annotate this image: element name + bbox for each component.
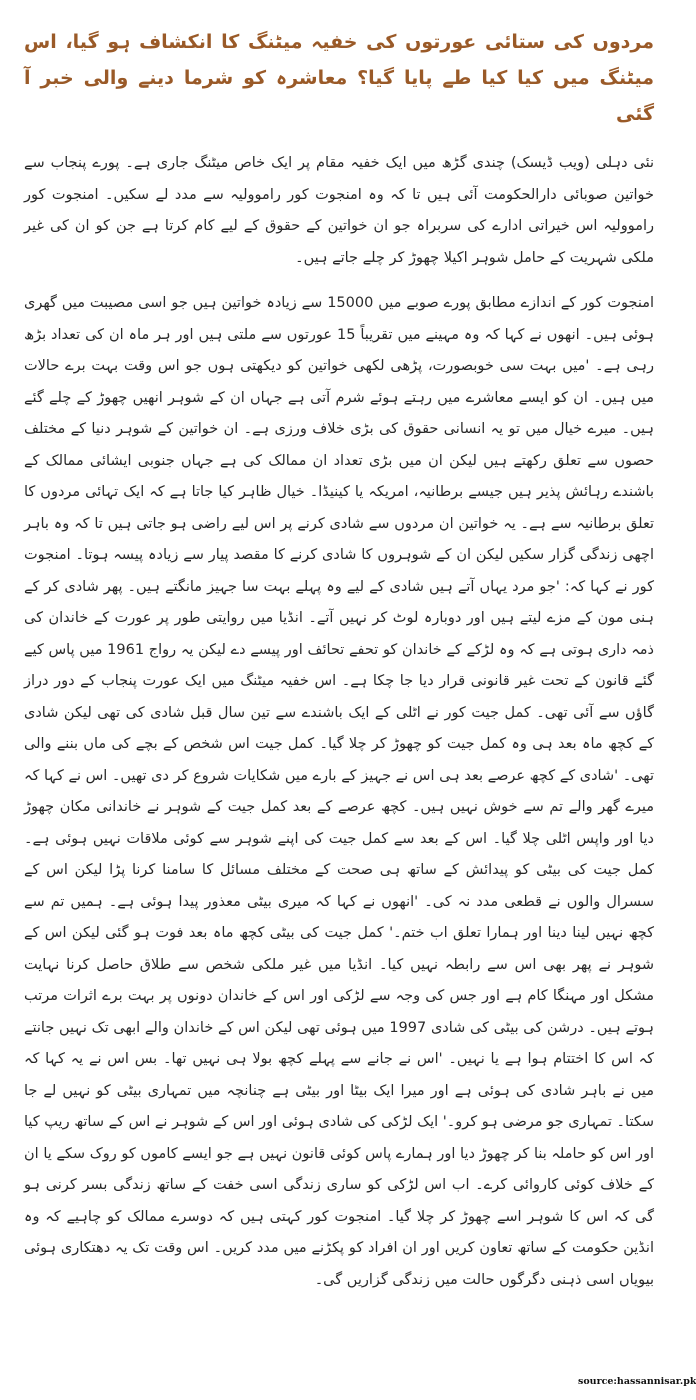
article-headline: مردوں کی ستائی عورتوں کی خفیہ میٹنگ کا انکشاف ہو گیا، اس میٹنگ میں کیا کیا طے پایا گیا؟ معاشرہ کو شرما دینے والی خبر آ گئی	[24, 31, 654, 125]
article-paragraph-intro: نئی دہلی (ویب ڈیسک) چندی گڑھ میں ایک خفیہ مقام پر ایک خاص میٹنگ جاری ہے۔ پورے پنجاب سے خواتین صوبائی دارالحکومت آئی ہیں تا کہ وہ امنجوت کور راموولیہ سے مدد لے سکیں۔ امنجوت کور راموولیہ اس خیراتی ادارے کی سربراہ جو ان خواتین کے حقوق کے لیے کام کرتا ہے جن کو ان کی غیر ملکی شہریت کے حامل شوہر اکیلا چھوڑ کر چلے جاتے ہیں۔	[24, 155, 654, 266]
article-paragraph-main: امنجوت کور کے اندازے مطابق پورے صوبے میں 15000 سے زیادہ خواتین ہیں جو اسی مصیبت میں گھری ہوئی ہیں۔ انھوں نے کہا کہ وہ مہینے میں تقریباً 15 عورتوں سے ملتی ہیں اور ہر ماہ ان کی تعداد بڑھ رہی ہے۔ 'میں بہت سی خوبصورت، پڑھی لکھی خواتین کو دیکھتی ہوں جو اس وقت بہت برے حالات میں ہیں۔ ان کو ایسے معاشرے میں رہتے ہوئے شرم آتی ہے جہاں ان کے شوہر انھیں چھوڑ کے چلے گئے ہیں۔ میرے خیال میں تو یہ انسانی حقوق کی بڑی خلاف ورزی ہے۔ ان خواتین کے شوہر دنیا کے مختلف حصوں سے تعلق رکھتے ہیں لیکن ان میں بڑی تعداد ان ممالک کی ہے جہاں جنوبی ایشائی ممالک کے باشندے رہائش پذیر ہیں جیسے برطانیہ، امریکہ یا کینیڈا۔ خیال ظاہر کیا جاتا ہے کہ ایک تہائی مردوں کا تعلق برطانیہ سے ہے۔ یہ خواتین ان مردوں سے شادی کرنے پر اس لیے راضی ہو جاتی ہیں تا کہ وہ باہر اچھی زندگی گزار سکیں لیکن ان کے شوہروں کا شادی کرنے کا مقصد پیار سے زیادہ پیسہ ہوتا۔ امنجوت کور نے کہا کہ: 'جو مرد یہاں آتے ہیں شادی کے لیے وہ پہلے بہت سا جہیز مانگتے ہیں۔ پھر شادی کر کے ہنی مون کے مزے لیتے ہیں اور دوبارہ لوٹ کر نہیں آتے۔ انڈیا میں روایتی طور پر عورت کے خاندان کی ذمہ داری ہوتی ہے کہ وہ لڑکے کے خاندان کو تحفے تحائف اور پیسے دے لیکن یہ رواج 1961 میں پاس کیے گئے قانون کے تحت غیر قانونی قرار دیا جا چکا ہے۔ اس خفیہ میٹنگ میں ایک عورت پنجاب کے دور دراز گاؤں سے آئی تھی۔ کمل جیت کور نے اٹلی کے ایک باشندے سے تین سال قبل شادی کی تھی لیکن شادی کے کچھ ماہ بعد ہی وہ کمل جیت کو چھوڑ کر چلا گیا۔ کمل جیت اس شخص کے بچے کی ماں بننے والی تھی۔ 'شادی کے کچھ عرصے بعد ہی اس نے جہیز کے بارے میں شکایات شروع کر دی تھیں۔ اس نے کہا کہ میرے گھر والے تم سے خوش نہیں ہیں۔ کچھ عرصے کے بعد کمل جیت کے شوہر نے خاندانی مکان چھوڑ دیا اور واپس اٹلی چلا گیا۔ اس کے بعد سے کمل جیت کی اپنے شوہر سے کوئی ملاقات نہیں ہوئی ہے۔ کمل جیت کی بیٹی کو پیدائش کے ساتھ ہی صحت کے مختلف مسائل کا سامنا کرنا پڑا لیکن اس کے سسرال والوں نے قطعی مدد نہ کی۔ 'انھوں نے کہا کہ میری بیٹی معذور پیدا ہوئی ہے۔ ہمیں تم سے کچھ نہیں لینا دینا اور ہمارا تعلق اب ختم۔' کمل جیت کی بیٹی کچھ ماہ بعد فوت ہو گئی لیکن اس کے شوہر نے پھر بھی اس سے رابطہ نہیں کیا۔ انڈیا میں غیر ملکی شخص سے طلاق حاصل کرنا نہایت مشکل اور مہنگا کام ہے اور جس کی وجہ سے لڑکی اور اس کے خاندان دونوں پر بہت برے اثرات مرتب ہوتے ہیں۔ درشن کی بیٹی کی شادی 1997 میں ہوئی تھی لیکن اس کے خاندان والے ابھی تک نہیں جانتے کہ اس کا اختتام ہوا ہے یا نہیں۔ 'اس نے جانے سے پہلے کچھ بولا ہی نہیں تھا۔ بس اس نے یہ کہا کہ میں نے باہر شادی کی ہوئی ہے اور میرا ایک بیٹا اور بیٹی ہے چنانچہ میں تمہاری بیٹی کو نہیں لے جا سکتا۔ تمہاری جو مرضی ہو کرو۔' ایک لڑکی کی شادی ہوئی اور اس کے شوہر نے اس کے ساتھ ریپ کیا اور اس کو حاملہ بنا کر چھوڑ دیا اور ہمارے پاس کوئی قانون نہیں ہے جو ایسے کاموں کو روک سکے یا ان کے خلاف کوئی کاروائی کرے۔ اب اس لڑکی کو ساری زندگی اسی خفت کے ساتھ زندگی بسر کرنی ہو گی کہ اس کا شوہر اسے چھوڑ کر چلا گیا۔ امنجوت کور کہتی ہیں کہ دوسرے ممالک کو چاہیے کہ وہ انڈین حکومت کے ساتھ تعاون کریں اور ان افراد کو پکڑنے میں مدد کریں۔ اس وقت تک یہ دھتکاری ہوئی بیویاں اسی ذہنی دگرگوں حالت میں زندگی گزاریں گی۔	[24, 295, 655, 1288]
source-credit: source:hassannisar.pk	[578, 1376, 696, 1387]
article-body	[24, 148, 654, 1296]
